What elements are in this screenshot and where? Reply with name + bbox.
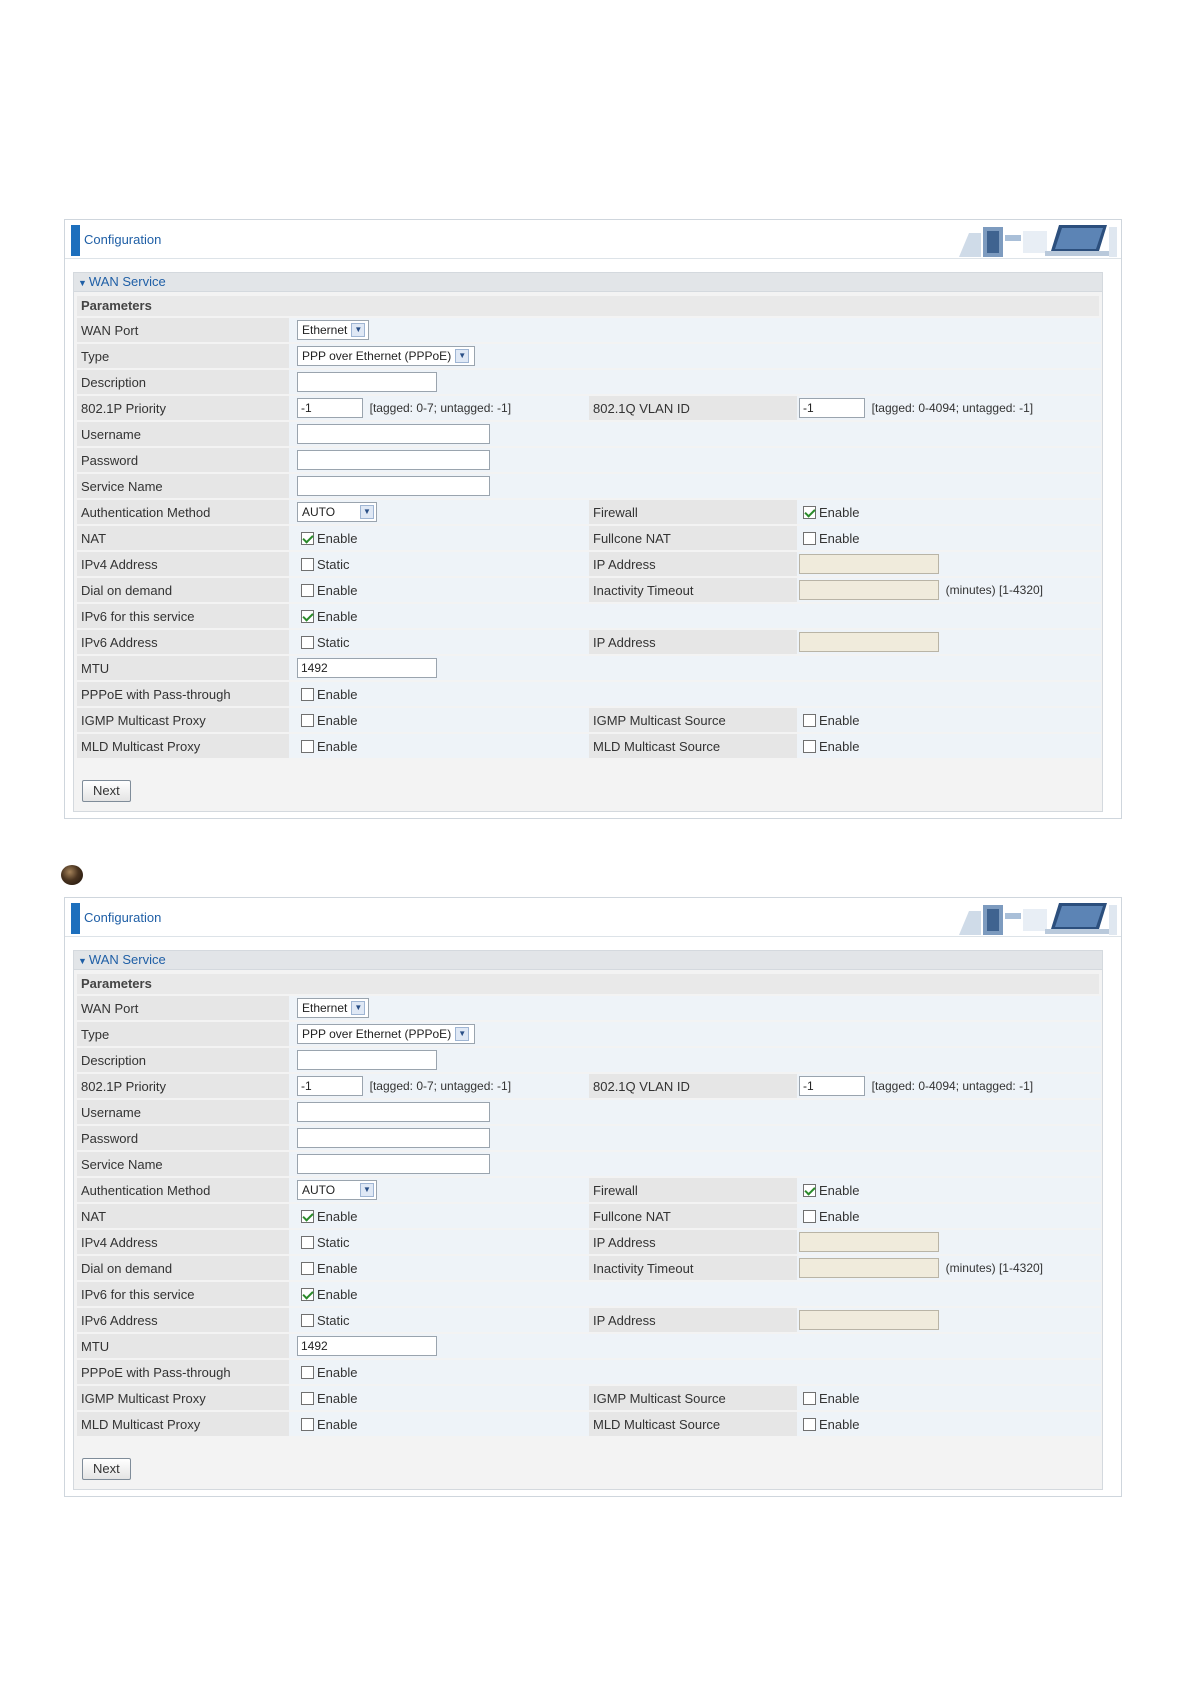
pppoe-pass-option-label: Enable bbox=[317, 1365, 358, 1381]
chevron-down-icon: ▼ bbox=[455, 1027, 469, 1041]
igmp-proxy-label: IGMP Multicast Proxy bbox=[77, 708, 289, 732]
ipv6-ip-label: IP Address bbox=[589, 1308, 797, 1332]
igmp-source-label: IGMP Multicast Source bbox=[589, 1386, 797, 1410]
mld-source-option-label: Enable bbox=[819, 739, 860, 755]
parameters-heading: Parameters bbox=[77, 974, 1099, 994]
ipv6-ip-field[interactable] bbox=[799, 1310, 939, 1330]
ipv6-static-label: Static bbox=[317, 1313, 350, 1329]
chevron-down-icon: ▼ bbox=[351, 323, 365, 337]
fullcone-nat-checkbox[interactable] bbox=[803, 1210, 816, 1223]
header-accent-bar bbox=[71, 903, 80, 934]
username-label: Username bbox=[77, 422, 289, 446]
inactivity-field[interactable] bbox=[799, 580, 939, 600]
type-select[interactable]: PPP over Ethernet (PPPoE) ▼ bbox=[297, 1024, 475, 1044]
pppoe-pass-checkbox[interactable] bbox=[301, 688, 314, 701]
service-name-label: Service Name bbox=[77, 474, 289, 498]
table-row bbox=[77, 1048, 1101, 1072]
igmp-source-option-label: Enable bbox=[819, 713, 860, 729]
table-row bbox=[77, 1152, 1101, 1176]
table-row bbox=[77, 318, 1101, 342]
auth-method-select[interactable]: AUTO ▼ bbox=[297, 502, 377, 522]
table-row bbox=[77, 1074, 1101, 1098]
chevron-down-icon: ▼ bbox=[360, 1183, 374, 1197]
ipv6-service-checkbox[interactable] bbox=[301, 1288, 314, 1301]
igmp-proxy-checkbox[interactable] bbox=[301, 1392, 314, 1405]
inactivity-hint: (minutes) [1-4320] bbox=[945, 1261, 1044, 1275]
igmp-source-checkbox[interactable] bbox=[803, 714, 816, 727]
mld-source-label: MLD Multicast Source bbox=[589, 1412, 797, 1436]
dial-on-demand-option-label: Enable bbox=[317, 583, 358, 599]
table-row bbox=[77, 604, 1101, 628]
collapse-triangle-icon: ▼ bbox=[78, 956, 87, 966]
mld-proxy-option-label: Enable bbox=[317, 1417, 358, 1433]
firewall-checkbox[interactable] bbox=[803, 1184, 816, 1197]
ipv6-ip-label: IP Address bbox=[589, 630, 797, 654]
type-label: Type bbox=[77, 344, 289, 368]
firewall-option-label: Enable bbox=[819, 505, 860, 521]
pppoe-pass-checkbox[interactable] bbox=[301, 1366, 314, 1379]
table-row bbox=[77, 630, 1101, 654]
configuration-panel bbox=[64, 219, 1122, 819]
ipv6-service-label: IPv6 for this service bbox=[77, 1282, 289, 1306]
inactivity-field[interactable] bbox=[799, 1258, 939, 1278]
ipv6-address-label: IPv6 Address bbox=[77, 630, 289, 654]
table-row bbox=[77, 344, 1101, 368]
section-toggle[interactable] bbox=[74, 273, 1102, 292]
username-label: Username bbox=[77, 1100, 289, 1124]
ipv6-static-label: Static bbox=[317, 635, 350, 651]
igmp-proxy-option-label: Enable bbox=[317, 1391, 358, 1407]
table-row bbox=[77, 500, 1101, 524]
type-label: Type bbox=[77, 1022, 289, 1046]
fullcone-nat-label: Fullcone NAT bbox=[589, 526, 797, 550]
next-button[interactable]: Next bbox=[82, 1458, 131, 1480]
ipv6-address-label: IPv6 Address bbox=[77, 1308, 289, 1332]
table-row bbox=[77, 1022, 1101, 1046]
service-name-field[interactable] bbox=[297, 1154, 490, 1174]
table-row bbox=[77, 996, 1101, 1020]
igmp-source-option-label: Enable bbox=[819, 1391, 860, 1407]
mld-source-label: MLD Multicast Source bbox=[589, 734, 797, 758]
chevron-down-icon: ▼ bbox=[455, 349, 469, 363]
dial-on-demand-label: Dial on demand bbox=[77, 578, 289, 602]
section-toggle[interactable] bbox=[74, 951, 1102, 970]
header-accent-bar bbox=[71, 225, 80, 256]
pppoe-pass-label: PPPoE with Pass-through bbox=[77, 1360, 289, 1384]
form-footer bbox=[74, 1451, 1102, 1489]
table-row bbox=[77, 370, 1101, 394]
igmp-proxy-checkbox[interactable] bbox=[301, 714, 314, 727]
mtu-label: MTU bbox=[77, 656, 289, 680]
table-row bbox=[77, 734, 1101, 758]
wan-service-section bbox=[73, 950, 1103, 1490]
ipv4-address-label: IPv4 Address bbox=[77, 1230, 289, 1254]
fullcone-nat-option-label: Enable bbox=[819, 1209, 860, 1225]
table-row bbox=[77, 1100, 1101, 1124]
page-title: Configuration bbox=[84, 910, 162, 925]
wan-service-section bbox=[73, 272, 1103, 812]
auth-method-label: Authentication Method bbox=[77, 1178, 289, 1202]
mld-proxy-checkbox[interactable] bbox=[301, 1418, 314, 1431]
dial-on-demand-checkbox[interactable] bbox=[301, 584, 314, 597]
mld-source-option-label: Enable bbox=[819, 1417, 860, 1433]
table-row bbox=[77, 1308, 1101, 1332]
ipv6-static-checkbox[interactable] bbox=[301, 1314, 314, 1327]
section-title: WAN Service bbox=[88, 274, 166, 289]
mtu-field[interactable]: 1492 bbox=[297, 1336, 437, 1356]
vlan-id-hint: [tagged: 0-4094; untagged: -1] bbox=[871, 1079, 1034, 1093]
table-row bbox=[77, 708, 1101, 732]
inactivity-label: Inactivity Timeout bbox=[589, 578, 797, 602]
nat-label: NAT bbox=[77, 1204, 289, 1228]
ipv4-static-checkbox[interactable] bbox=[301, 1236, 314, 1249]
description-label: Description bbox=[77, 370, 289, 394]
fullcone-nat-checkbox[interactable] bbox=[803, 532, 816, 545]
ipv4-ip-label: IP Address bbox=[589, 1230, 797, 1254]
priority-field[interactable]: -1 bbox=[297, 1076, 363, 1096]
chevron-down-icon: ▼ bbox=[351, 1001, 365, 1015]
wan-port-label: WAN Port bbox=[77, 996, 289, 1020]
vlan-id-label: 802.1Q VLAN ID bbox=[589, 396, 797, 420]
igmp-source-checkbox[interactable] bbox=[803, 1392, 816, 1405]
table-row bbox=[77, 448, 1101, 472]
priority-label: 802.1P Priority bbox=[77, 396, 289, 420]
table-row bbox=[77, 578, 1101, 602]
vlan-id-field[interactable]: -1 bbox=[799, 1076, 865, 1096]
firewall-label: Firewall bbox=[589, 1178, 797, 1202]
table-row bbox=[77, 1178, 1101, 1202]
ipv4-static-checkbox[interactable] bbox=[301, 558, 314, 571]
fullcone-nat-option-label: Enable bbox=[819, 531, 860, 547]
nat-option-label: Enable bbox=[317, 531, 358, 547]
pppoe-pass-label: PPPoE with Pass-through bbox=[77, 682, 289, 706]
ipv6-service-option-label: Enable bbox=[317, 1287, 358, 1303]
firewall-option-label: Enable bbox=[819, 1183, 860, 1199]
mld-proxy-label: MLD Multicast Proxy bbox=[77, 1412, 289, 1436]
vlan-id-label: 802.1Q VLAN ID bbox=[589, 1074, 797, 1098]
mld-source-checkbox[interactable] bbox=[803, 740, 816, 753]
mld-proxy-option-label: Enable bbox=[317, 739, 358, 755]
mld-proxy-checkbox[interactable] bbox=[301, 740, 314, 753]
username-field[interactable] bbox=[297, 424, 490, 444]
vlan-id-field[interactable]: -1 bbox=[799, 398, 865, 418]
table-row bbox=[77, 1412, 1101, 1436]
next-button[interactable]: Next bbox=[82, 780, 131, 802]
nat-checkbox[interactable] bbox=[301, 1210, 314, 1223]
inactivity-label: Inactivity Timeout bbox=[589, 1256, 797, 1280]
mld-source-checkbox[interactable] bbox=[803, 1418, 816, 1431]
ipv6-service-option-label: Enable bbox=[317, 609, 358, 625]
table-row bbox=[77, 1386, 1101, 1410]
table-row bbox=[77, 474, 1101, 498]
table-row bbox=[77, 1204, 1101, 1228]
ipv4-ip-field[interactable] bbox=[799, 1232, 939, 1252]
ipv4-address-label: IPv4 Address bbox=[77, 552, 289, 576]
inactivity-hint: (minutes) [1-4320] bbox=[945, 583, 1044, 597]
description-field[interactable] bbox=[297, 1050, 437, 1070]
vlan-id-hint: [tagged: 0-4094; untagged: -1] bbox=[871, 401, 1034, 415]
igmp-proxy-label: IGMP Multicast Proxy bbox=[77, 1386, 289, 1410]
service-name-field[interactable] bbox=[297, 476, 490, 496]
parameters-table bbox=[77, 994, 1101, 1438]
username-field[interactable] bbox=[297, 1102, 490, 1122]
section-title: WAN Service bbox=[88, 952, 166, 967]
ipv4-static-label: Static bbox=[317, 1235, 350, 1251]
nat-checkbox[interactable] bbox=[301, 532, 314, 545]
firewall-label: Firewall bbox=[589, 500, 797, 524]
description-field[interactable] bbox=[297, 372, 437, 392]
table-row bbox=[77, 656, 1101, 680]
wan-port-select[interactable]: Ethernet ▼ bbox=[297, 320, 369, 340]
table-row bbox=[77, 1360, 1101, 1384]
table-row bbox=[77, 1126, 1101, 1150]
fullcone-nat-label: Fullcone NAT bbox=[589, 1204, 797, 1228]
panel-header bbox=[65, 898, 1121, 937]
table-row bbox=[77, 1256, 1101, 1280]
nat-option-label: Enable bbox=[317, 1209, 358, 1225]
configuration-panel bbox=[64, 897, 1122, 1497]
pppoe-pass-option-label: Enable bbox=[317, 687, 358, 703]
wan-port-label: WAN Port bbox=[77, 318, 289, 342]
mtu-field[interactable]: 1492 bbox=[297, 658, 437, 678]
ipv4-ip-field[interactable] bbox=[799, 554, 939, 574]
table-row bbox=[77, 422, 1101, 446]
auth-method-select[interactable]: AUTO ▼ bbox=[297, 1180, 377, 1200]
password-label: Password bbox=[77, 448, 289, 472]
bullet-icon bbox=[61, 865, 83, 885]
ipv4-static-label: Static bbox=[317, 557, 350, 573]
firewall-checkbox[interactable] bbox=[803, 506, 816, 519]
password-field[interactable] bbox=[297, 450, 490, 470]
table-row bbox=[77, 682, 1101, 706]
ipv6-ip-field[interactable] bbox=[799, 632, 939, 652]
parameters-table bbox=[77, 316, 1101, 760]
table-row bbox=[77, 552, 1101, 576]
table-row bbox=[77, 1334, 1101, 1358]
service-name-label: Service Name bbox=[77, 1152, 289, 1176]
ipv6-service-checkbox[interactable] bbox=[301, 610, 314, 623]
network-devices-icon bbox=[959, 221, 1119, 257]
form-footer bbox=[74, 773, 1102, 811]
ipv6-service-label: IPv6 for this service bbox=[77, 604, 289, 628]
dial-on-demand-checkbox[interactable] bbox=[301, 1262, 314, 1275]
collapse-triangle-icon: ▼ bbox=[78, 278, 87, 288]
priority-hint: [tagged: 0-7; untagged: -1] bbox=[369, 401, 512, 415]
ipv6-static-checkbox[interactable] bbox=[301, 636, 314, 649]
table-row bbox=[77, 1230, 1101, 1254]
description-label: Description bbox=[77, 1048, 289, 1072]
dial-on-demand-label: Dial on demand bbox=[77, 1256, 289, 1280]
igmp-proxy-option-label: Enable bbox=[317, 713, 358, 729]
wan-port-select[interactable]: Ethernet ▼ bbox=[297, 998, 369, 1018]
password-label: Password bbox=[77, 1126, 289, 1150]
mld-proxy-label: MLD Multicast Proxy bbox=[77, 734, 289, 758]
table-row bbox=[77, 526, 1101, 550]
priority-hint: [tagged: 0-7; untagged: -1] bbox=[369, 1079, 512, 1093]
nat-label: NAT bbox=[77, 526, 289, 550]
auth-method-label: Authentication Method bbox=[77, 500, 289, 524]
table-row bbox=[77, 396, 1101, 420]
password-field[interactable] bbox=[297, 1128, 490, 1148]
chevron-down-icon: ▼ bbox=[360, 505, 374, 519]
type-select[interactable]: PPP over Ethernet (PPPoE) ▼ bbox=[297, 346, 475, 366]
panel-header bbox=[65, 220, 1121, 259]
mtu-label: MTU bbox=[77, 1334, 289, 1358]
page-title: Configuration bbox=[84, 232, 162, 247]
dial-on-demand-option-label: Enable bbox=[317, 1261, 358, 1277]
igmp-source-label: IGMP Multicast Source bbox=[589, 708, 797, 732]
priority-field[interactable]: -1 bbox=[297, 398, 363, 418]
table-row bbox=[77, 1282, 1101, 1306]
parameters-heading: Parameters bbox=[77, 296, 1099, 316]
network-devices-icon bbox=[959, 899, 1119, 935]
ipv4-ip-label: IP Address bbox=[589, 552, 797, 576]
priority-label: 802.1P Priority bbox=[77, 1074, 289, 1098]
